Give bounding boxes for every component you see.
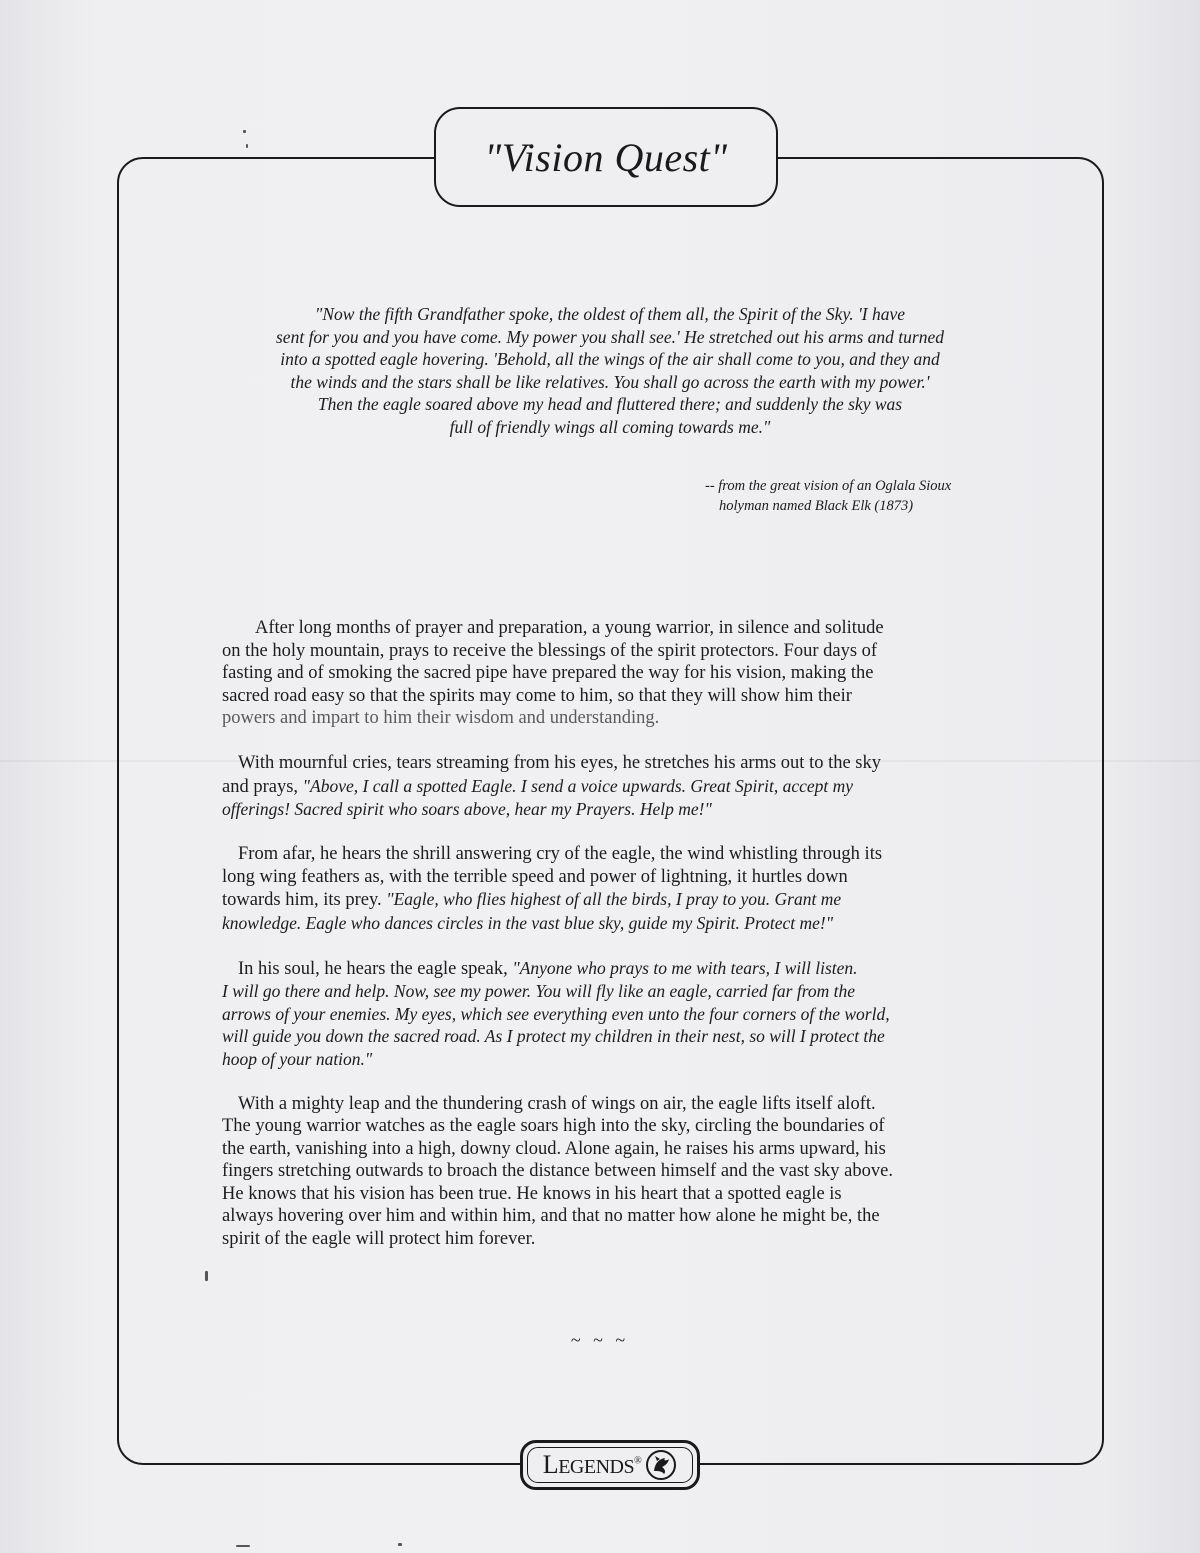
text-line: fingers stretching outwards to broach the distance between himself and the vast sky above. [222, 1161, 893, 1181]
text-line [222, 888, 1022, 912]
text-line: always hovering over him and within him, and that no matter how alone he might be, the [222, 1206, 880, 1226]
scan-speck [246, 144, 248, 148]
text-line: With mournful cries, tears streaming from his eyes, he stretches his arms out to the sky [238, 753, 882, 773]
quote-line: sent for you and you have come. My power you shall see.' He stretched out his arms and turned [276, 326, 944, 347]
scan-speck [243, 130, 246, 133]
quote-line: full of friendly wings all coming towards me." [449, 416, 771, 437]
prayer-quote: "Eagle, who flies highest of all the birds, I pray to you. Grant me [386, 889, 842, 909]
text-segment: In his soul, he hears the eagle speak, [238, 958, 513, 979]
text-line: on the holy mountain, prays to receive the blessings of the spirit protectors. Four days of [222, 640, 878, 661]
story-paragraph-3 [222, 843, 1022, 934]
story-paragraph-2 [222, 752, 1022, 821]
eagle-quote: arrows of your enemies. My eyes, which see everything even unto the four corners of the world, [222, 1003, 890, 1024]
section-separator: ~ ~ ~ [570, 1330, 630, 1350]
quote-line: the winds and the stars shall be like relatives. You shall go across the earth with my power.' [290, 371, 930, 392]
quote-line: "Now the fifth Grandfather spoke, the oldest of them all, the Spirit of the Sky. 'I have [315, 304, 905, 324]
prayer-quote: knowledge. Eagle who dances circles in the vast blue sky, guide my Spirit. Protect me!" [222, 912, 834, 933]
scan-speck [236, 1545, 250, 1547]
logo-wordmark [543, 1450, 641, 1480]
text-line: He knows that his vision has been true. He knows in his heart that a spotted eagle is [222, 1183, 842, 1204]
text-line: sacred road easy so that the spirits may come to him, so that they will show him their [222, 685, 852, 706]
quote-line: Then the eagle soared above my head and fluttered there; and suddenly the sky was [317, 394, 903, 414]
text-line: After long months of prayer and preparation, a young warrior, in silence and solitude [255, 618, 884, 638]
story-paragraph-5 [222, 1093, 1022, 1251]
epigraph-quote [190, 303, 1030, 438]
quote-line: into a spotted eagle hovering. 'Behold, all the wings of the air shall come to you, and they and [280, 349, 940, 369]
attribution-line: -- from the great vision of an Oglala Sioux [705, 478, 952, 494]
dragon-emblem-icon [645, 1449, 677, 1481]
text-line: fasting and of smoking the sacred pipe have prepared the way for his vision, making the [222, 663, 874, 683]
eagle-quote: I will go there and help. Now, see my power. You will fly like an eagle, carried far from the [222, 981, 856, 1001]
story-paragraph-1 [222, 617, 1022, 730]
prayer-quote: offerings! Sacred spirit who soars above, hear my Prayers. Help me!" [222, 799, 712, 819]
attribution-line: holyman named Black Elk (1873) [719, 498, 914, 514]
text-line: long wing feathers as, with the terrible speed and power of lightning, it hurtles down [222, 866, 848, 887]
scan-speck [398, 1543, 402, 1546]
eagle-quote: hoop of your nation." [222, 1048, 373, 1069]
text-line [222, 775, 1022, 799]
logo-initial: L [542, 1450, 559, 1479]
text-line: With a mighty leap and the thundering crash of wings on air, the eagle lifts itself aloft. [238, 1093, 876, 1114]
eagle-quote: "Anyone who prays to me with tears, I will listen. [512, 957, 858, 978]
page-title: "Vision Quest" [484, 134, 728, 180]
title-box [434, 107, 778, 207]
text-line: The young warrior watches as the eagle soars high into the sky, circling the boundaries of [222, 1116, 885, 1136]
story-body [222, 617, 1022, 1273]
legends-logo [520, 1440, 700, 1490]
text-segment: and prays, [222, 776, 303, 797]
quote-attribution [705, 476, 1035, 516]
text-segment: towards him, its prey. [222, 890, 387, 910]
text-line: powers and impart to him their wisdom and understanding. [222, 708, 660, 728]
text-line: the earth, vanishing into a high, downy cloud. Alone again, he raises his arms upward, his [222, 1138, 886, 1159]
prayer-quote: "Above, I call a spotted Eagle. I send a voice upwards. Great Spirit, accept my [302, 775, 854, 796]
story-paragraph-4 [222, 957, 1022, 1071]
logo-rest: EGENDS [558, 1456, 635, 1478]
text-line [222, 957, 1022, 981]
eagle-quote: will guide you down the sacred road. As I protect my children in their nest, so will I protect the [222, 1026, 885, 1046]
text-line: From afar, he hears the shrill answering cry of the eagle, the wind whistling through its [238, 844, 883, 864]
registered-mark: ® [634, 1455, 642, 1467]
text-line: spirit of the eagle will protect him forever. [222, 1228, 536, 1249]
